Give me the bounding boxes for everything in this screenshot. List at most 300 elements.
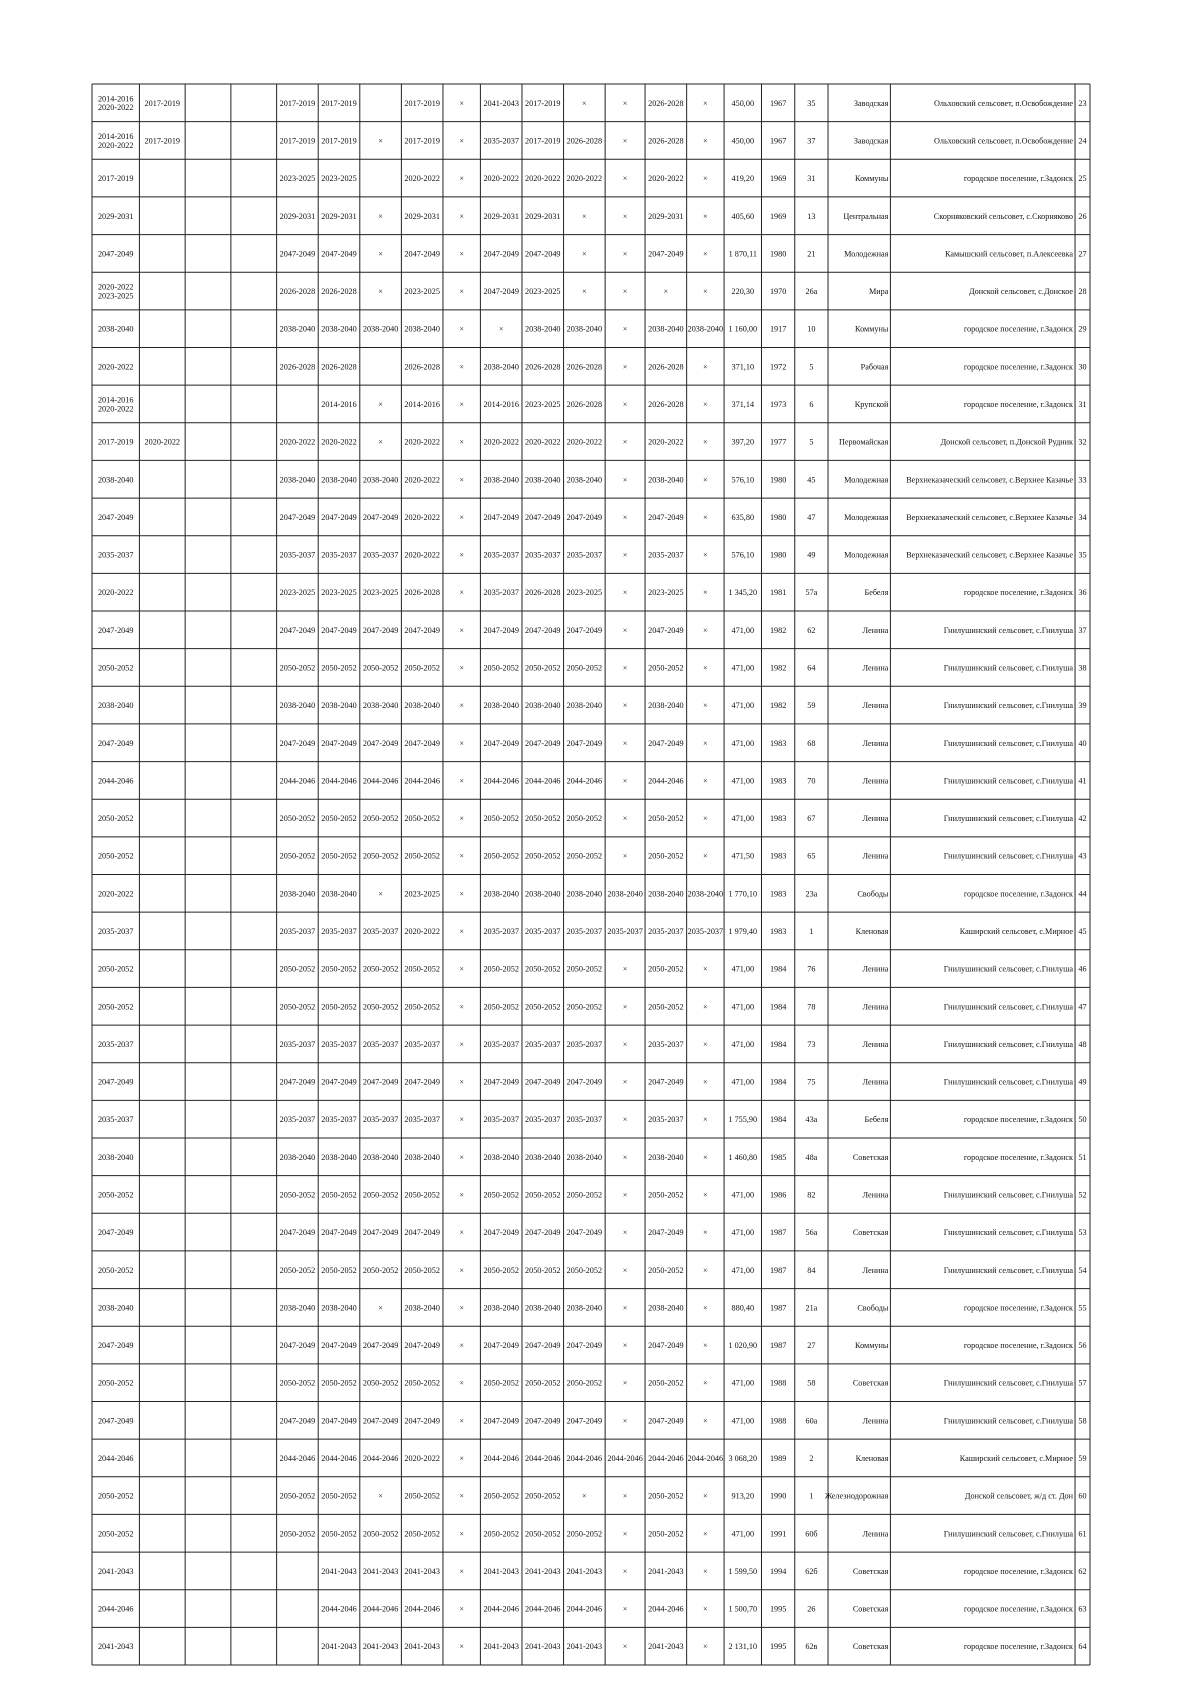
cell-c8: 2047-2049 (404, 1341, 440, 1351)
cell-c3: × (622, 1077, 628, 1087)
cell-settlement: Гнилушинский сельсовет, с.Гнилуша (943, 964, 1074, 974)
cell-street: Кленовая (855, 1453, 889, 1463)
cell-area: 1 599,50 (728, 1566, 758, 1576)
cell-c15: 2047-2049 (97, 1416, 134, 1426)
cell-c10: 2035-2037 (321, 1115, 357, 1125)
cell-c3: × (622, 475, 628, 485)
cell-c9: 2050-2052 (362, 964, 399, 974)
cell-area: 450,00 (731, 136, 755, 146)
cell-c8: 2050-2052 (404, 1529, 440, 1539)
cell-house: 43а (805, 1115, 818, 1125)
cell-c9: 2038-2040 (362, 701, 399, 711)
cell-c5: 2047-2049 (525, 1341, 561, 1351)
cell-year: 1983 (769, 851, 787, 861)
cell-street: Советская (852, 1378, 889, 1388)
cell-settlement: Гнилушинский сельсовет, с.Гнилуша (943, 701, 1074, 711)
cell-street: Молодежная (844, 475, 889, 485)
cell-c3: × (622, 1190, 628, 1200)
cell-c6: 2041-2043 (483, 1642, 519, 1652)
cell-c7: × (459, 174, 464, 184)
cell-c7: × (459, 287, 464, 297)
cell-c11: 2017-2019 (279, 136, 316, 146)
cell-c5: 2023-2025 (525, 399, 561, 409)
cell-street: Советская (852, 1642, 889, 1652)
cell-house: 49 (807, 550, 816, 560)
cell-street: Центральная (843, 211, 889, 221)
cell-c8: 2038-2040 (404, 324, 440, 334)
cell-area: 471,00 (731, 1529, 755, 1539)
cell-c2: 2038-2040 (648, 889, 684, 899)
cell-c5: 2047-2049 (525, 738, 561, 748)
cell-street: Ленина (862, 1002, 889, 1012)
cell-c15: 2050-2052 (97, 964, 134, 974)
cell-c8: 2026-2028 (404, 362, 440, 372)
cell-c3: × (622, 1491, 628, 1501)
cell-c8: 2041-2043 (404, 1566, 440, 1576)
cell-c15: 2017-2019 (97, 437, 134, 447)
table-grid (92, 84, 1090, 1665)
cell-c10: 2050-2052 (321, 1002, 357, 1012)
cell-street: Ленина (862, 625, 889, 635)
cell-street: Коммуны (855, 324, 889, 334)
cell-c3: × (622, 98, 628, 108)
cell-c11: 2050-2052 (279, 1529, 316, 1539)
cell-c5: 2050-2052 (525, 1529, 561, 1539)
cell-c8: 2038-2040 (404, 701, 440, 711)
cell-settlement: Гнилушинский сельсовет, с.Гнилуша (943, 1416, 1074, 1426)
cell-c4: 2050-2052 (566, 1378, 603, 1388)
cell-c11: 2047-2049 (279, 249, 316, 259)
cell-c5: 2035-2037 (525, 926, 561, 936)
cell-c7: × (459, 136, 464, 146)
cell-street: Заводская (853, 136, 889, 146)
cell-c7: × (459, 1002, 464, 1012)
cell-c3: × (622, 211, 628, 221)
cell-c11: 2038-2040 (279, 1303, 316, 1313)
cell-c9: 2023-2025 (362, 588, 399, 598)
cell-c15: 2050-2052 (97, 814, 134, 824)
cell-c9: 2050-2052 (362, 1529, 399, 1539)
cell-c11: 2047-2049 (279, 512, 316, 522)
cell-c7: × (459, 964, 464, 974)
cell-c10: 2050-2052 (321, 1529, 357, 1539)
cell-c3: × (622, 249, 628, 259)
cell-c11: 2047-2049 (279, 738, 316, 748)
cell-c1: × (703, 964, 708, 974)
cell-house: 65 (807, 851, 816, 861)
cell-settlement: Гнилушинский сельсовет, с.Гнилуша (943, 814, 1074, 824)
cell-c7: × (459, 1039, 464, 1049)
cell-c8: 2050-2052 (404, 851, 440, 861)
cell-c9: × (378, 1491, 383, 1501)
cell-c8: 2020-2022 (404, 174, 440, 184)
cell-c7: × (459, 1416, 464, 1426)
cell-c5: 2026-2028 (525, 362, 561, 372)
cell-area: 471,00 (731, 814, 755, 824)
cell-house: 45 (807, 475, 816, 485)
cell-area: 880,40 (731, 1303, 755, 1313)
cell-house: 13 (807, 211, 816, 221)
cell-c5: 2047-2049 (525, 512, 561, 522)
cell-num: 46 (1078, 964, 1087, 974)
cell-c6: 2050-2052 (483, 814, 519, 824)
cell-area: 471,00 (731, 964, 755, 974)
cell-c9: × (378, 211, 383, 221)
cell-c9: 2047-2049 (362, 1077, 399, 1087)
cell-street: Ленина (862, 1265, 889, 1275)
cell-num: 44 (1078, 889, 1087, 899)
cell-street: Железнодорожная (824, 1491, 889, 1501)
cell-c9: 2035-2037 (362, 1039, 399, 1049)
cell-c15: 2035-2037 (97, 926, 134, 936)
cell-num: 61 (1078, 1529, 1087, 1539)
cell-c10: 2026-2028 (321, 362, 357, 372)
cell-house: 1 (809, 926, 814, 936)
cell-c8: 2026-2028 (404, 588, 440, 598)
cell-c8: 2035-2037 (404, 1039, 440, 1049)
cell-c3: × (622, 701, 628, 711)
cell-num: 31 (1078, 399, 1087, 409)
cell-c6: 2047-2049 (483, 1416, 519, 1426)
cell-num: 47 (1078, 1002, 1087, 1012)
cell-year: 1984 (769, 1077, 787, 1087)
cell-c3: × (622, 1416, 628, 1426)
cell-c10: 2047-2049 (321, 625, 357, 635)
cell-house: 82 (807, 1190, 816, 1200)
cell-c7: × (459, 475, 464, 485)
cell-area: 576,10 (731, 475, 755, 485)
cell-street: Коммуны (855, 1341, 889, 1351)
cell-c2: 2050-2052 (648, 1378, 684, 1388)
cell-settlement: Верхнеказаческий сельсовет, с.Верхнее Казачье (906, 550, 1074, 560)
cell-c8: 2047-2049 (404, 1228, 440, 1238)
cell-house: 21а (805, 1303, 818, 1313)
cell-c4: 2035-2037 (566, 1115, 603, 1125)
cell-c6: 2029-2031 (483, 211, 519, 221)
cell-c9: 2044-2046 (362, 776, 399, 786)
cell-c1: × (703, 776, 708, 786)
cell-c1: × (703, 738, 708, 748)
cell-c6: 2050-2052 (483, 1265, 519, 1275)
cell-area: 471,50 (731, 851, 755, 861)
cell-house: 68 (807, 738, 816, 748)
cell-street: Молодежная (844, 512, 889, 522)
cell-c10: 2044-2046 (321, 1604, 357, 1614)
cell-c6: 2047-2049 (483, 249, 519, 259)
cell-c8: 2023-2025 (404, 889, 440, 899)
cell-c4: 2023-2025 (566, 588, 603, 598)
cell-c5: 2050-2052 (525, 1190, 561, 1200)
cell-c2: 2035-2037 (648, 1115, 684, 1125)
cell-c2: 2050-2052 (648, 1002, 684, 1012)
cell-num: 34 (1078, 512, 1087, 522)
cell-c10: 2038-2040 (321, 1303, 357, 1313)
cell-c5: 2038-2040 (525, 889, 561, 899)
cell-c5: 2035-2037 (525, 550, 561, 560)
cell-num: 57 (1078, 1378, 1087, 1388)
cell-c6: 2044-2046 (483, 776, 519, 786)
cell-c7: × (459, 1529, 464, 1539)
cell-c4: 2041-2043 (566, 1566, 603, 1576)
cell-settlement: городское поселение, г.Задонск (963, 1152, 1074, 1162)
cell-c7: × (459, 1190, 464, 1200)
cell-c2: 2038-2040 (648, 701, 684, 711)
cell-settlement: городское поселение, г.Задонск (963, 324, 1074, 334)
cell-settlement: Гнилушинский сельсовет, с.Гнилуша (943, 1002, 1074, 1012)
cell-settlement: Донской сельсовет, п.Донской Рудник (940, 437, 1074, 447)
cell-num: 42 (1078, 814, 1087, 824)
cell-year: 1967 (769, 98, 787, 108)
cell-c11: 2035-2037 (279, 1039, 316, 1049)
cell-c8: 2038-2040 (404, 1303, 440, 1313)
cell-street: Советская (852, 1228, 889, 1238)
cell-c4: 2038-2040 (566, 475, 603, 485)
cell-c7: × (459, 738, 464, 748)
cell-year: 1995 (769, 1642, 787, 1652)
cell-c9: 2050-2052 (362, 1265, 399, 1275)
cell-c4: 2047-2049 (566, 625, 603, 635)
cell-year: 1972 (769, 362, 787, 372)
cell-c2: 2047-2049 (648, 625, 684, 635)
cell-house: 73 (807, 1039, 816, 1049)
cell-c11: 2050-2052 (279, 1378, 316, 1388)
cell-c15: 2050-2052 (97, 1265, 134, 1275)
cell-settlement: городское поселение, г.Задонск (963, 588, 1074, 598)
cell-settlement: городское поселение, г.Задонск (963, 174, 1074, 184)
cell-c2: 2050-2052 (648, 814, 684, 824)
cell-c5: 2035-2037 (525, 1115, 561, 1125)
cell-house: 2 (809, 1453, 814, 1463)
cell-year: 1983 (769, 776, 787, 786)
cell-street: Ленина (862, 1077, 889, 1087)
cell-c5: 2050-2052 (525, 964, 561, 974)
cell-num: 27 (1078, 249, 1087, 259)
cell-c15: 2038-2040 (97, 701, 134, 711)
cell-c6: 2050-2052 (483, 1491, 519, 1501)
cell-c7: × (459, 701, 464, 711)
cell-house: 58 (807, 1378, 816, 1388)
cell-c5: 2050-2052 (525, 814, 561, 824)
cell-num: 49 (1078, 1077, 1087, 1087)
cell-area: 635,80 (731, 512, 755, 522)
cell-c10: 2026-2028 (321, 287, 357, 297)
cell-c3: × (622, 512, 628, 522)
cell-settlement: городское поселение, г.Задонск (963, 1566, 1074, 1576)
cell-c5: 2029-2031 (525, 211, 561, 221)
cell-c1: × (703, 814, 708, 824)
cell-c1: × (703, 1341, 708, 1351)
cell-c9: 2044-2046 (362, 1453, 399, 1463)
cell-c15: 2050-2052 (97, 1378, 134, 1388)
cell-num: 45 (1078, 926, 1087, 936)
cell-area: 371,10 (731, 362, 755, 372)
cell-c15: 2050-2052 (97, 1491, 134, 1501)
cell-c9: 2050-2052 (362, 1002, 399, 1012)
cell-settlement: городское поселение, г.Задонск (963, 1604, 1074, 1614)
cell-c8: 2050-2052 (404, 1002, 440, 1012)
cell-street: Ленина (862, 738, 889, 748)
cell-c7: × (459, 851, 464, 861)
cell-c9: 2047-2049 (362, 1341, 399, 1351)
cell-c4: 2050-2052 (566, 1190, 603, 1200)
cell-num: 24 (1078, 136, 1087, 146)
cell-area: 471,00 (731, 1265, 755, 1275)
cell-c5: 2050-2052 (525, 851, 561, 861)
cell-c1: 2044-2046 (687, 1453, 724, 1463)
cell-house: 70 (807, 776, 816, 786)
cell-settlement: городское поселение, г.Задонск (963, 1115, 1074, 1125)
cell-c15: 2044-2046 (97, 776, 134, 786)
cell-year: 1988 (769, 1416, 787, 1426)
cell-settlement: городское поселение, г.Задонск (963, 1341, 1074, 1351)
cell-c8: 2047-2049 (404, 738, 440, 748)
cell-area: 1 020,90 (728, 1341, 758, 1351)
cell-settlement: Донской сельсовет, ж/д ст. Дон (964, 1491, 1074, 1501)
cell-area: 1 500,70 (728, 1604, 758, 1614)
cell-c8: 2050-2052 (404, 663, 440, 673)
cell-c7: × (459, 512, 464, 522)
cell-area: 471,00 (731, 1378, 755, 1388)
cell-c15: 2044-2046 (97, 1604, 134, 1614)
cell-c2: 2026-2028 (648, 98, 684, 108)
cell-settlement: Скорняковский сельсовет, с.Скорняково (933, 211, 1074, 221)
cell-year: 1985 (769, 1152, 787, 1162)
cell-c11: 2020-2022 (279, 437, 316, 447)
cell-c7: × (459, 1265, 464, 1275)
cell-num: 54 (1078, 1265, 1087, 1275)
cell-c8: 2047-2049 (404, 249, 440, 259)
cell-c3: × (622, 1604, 628, 1614)
cell-c6: 2050-2052 (483, 1378, 519, 1388)
cell-c9: × (378, 249, 383, 259)
cell-c10: 2050-2052 (321, 964, 357, 974)
cell-settlement: Гнилушинский сельсовет, с.Гнилуша (943, 625, 1074, 635)
cell-c9: 2035-2037 (362, 1115, 399, 1125)
cell-c11: 2035-2037 (279, 926, 316, 936)
cell-c8: 2047-2049 (404, 625, 440, 635)
cell-c6: 2050-2052 (483, 851, 519, 861)
cell-c11: 2035-2037 (279, 550, 316, 560)
cell-street: Первомайская (838, 437, 889, 447)
cell-c2: × (663, 287, 669, 297)
cell-c2: 2050-2052 (648, 1529, 684, 1539)
cell-settlement: Ольховский сельсовет, п.Освобождение (933, 98, 1074, 108)
cell-c1: × (703, 701, 708, 711)
cell-c11: 2035-2037 (279, 1115, 316, 1125)
cell-c2: 2026-2028 (648, 399, 684, 409)
cell-street: Ленина (862, 1190, 889, 1200)
cell-c2: 2047-2049 (648, 1416, 684, 1426)
cell-c15: 2014-2016 2020-2022 (97, 395, 134, 414)
cell-year: 1980 (769, 550, 787, 560)
cell-c15: 2020-2022 (97, 588, 134, 598)
cell-c11: 2047-2049 (279, 1228, 316, 1238)
cell-area: 471,00 (731, 776, 755, 786)
cell-settlement: городское поселение, г.Задонск (963, 889, 1074, 899)
cell-street: Рабочая (860, 362, 889, 372)
cell-c11: 2038-2040 (279, 1152, 316, 1162)
cell-year: 1987 (769, 1341, 787, 1351)
cell-c10: 2035-2037 (321, 550, 357, 560)
cell-c7: × (459, 814, 464, 824)
cell-c15: 2038-2040 (97, 1152, 134, 1162)
cell-num: 28 (1078, 287, 1087, 297)
cell-c3: × (622, 174, 628, 184)
cell-c3: × (622, 1228, 628, 1238)
cell-c4: × (582, 211, 587, 221)
cell-street: Ленина (862, 1416, 889, 1426)
cell-year: 1977 (769, 437, 787, 447)
cell-c1: × (703, 1529, 708, 1539)
cell-settlement: Гнилушинский сельсовет, с.Гнилуша (943, 663, 1074, 673)
cell-year: 1987 (769, 1303, 787, 1313)
cell-c8: 2017-2019 (404, 136, 440, 146)
cell-c8: 2047-2049 (404, 1416, 440, 1426)
cell-street: Кленовая (855, 926, 889, 936)
cell-num: 26 (1078, 211, 1087, 221)
cell-settlement: городское поселение, г.Задонск (963, 362, 1074, 372)
cell-c2: 2020-2022 (648, 174, 684, 184)
cell-c4: 2050-2052 (566, 663, 603, 673)
cell-street: Ленина (862, 776, 889, 786)
cell-street: Советская (852, 1566, 889, 1576)
cell-house: 23а (805, 889, 818, 899)
cell-c10: 2047-2049 (321, 512, 357, 522)
cell-c15: 2038-2040 (97, 324, 134, 334)
cell-c10: 2020-2022 (321, 437, 357, 447)
cell-c8: 2038-2040 (404, 1152, 440, 1162)
cell-c15: 2020-2022 2023-2025 (97, 282, 134, 301)
cell-c1: × (703, 512, 708, 522)
cell-c5: 2035-2037 (525, 1039, 561, 1049)
cell-c6: 2035-2037 (483, 588, 519, 598)
cell-c1: × (703, 399, 708, 409)
cell-c3: × (622, 287, 628, 297)
cell-settlement: Гнилушинский сельсовет, с.Гнилуша (943, 1378, 1074, 1388)
cell-c6: 2050-2052 (483, 1002, 519, 1012)
cell-street: Бебеля (864, 1115, 889, 1125)
cell-c2: 2041-2043 (648, 1566, 684, 1576)
cell-house: 10 (807, 324, 816, 334)
cell-c2: 2035-2037 (648, 550, 684, 560)
cell-c11: 2050-2052 (279, 814, 316, 824)
cell-c9: 2047-2049 (362, 738, 399, 748)
cell-house: 31 (807, 174, 816, 184)
cell-year: 1990 (769, 1491, 787, 1501)
cell-area: 471,00 (731, 1077, 755, 1087)
cell-c5: 2044-2046 (525, 776, 561, 786)
cell-area: 913,20 (731, 1491, 755, 1501)
cell-c2: 2050-2052 (648, 964, 684, 974)
cell-c8: 2020-2022 (404, 437, 440, 447)
cell-year: 1995 (769, 1604, 787, 1614)
cell-c7: × (459, 437, 464, 447)
cell-c2: 2038-2040 (648, 475, 684, 485)
cell-c15: 2041-2043 (97, 1642, 134, 1652)
cell-c4: × (582, 98, 587, 108)
cell-num: 32 (1078, 437, 1087, 447)
cell-c1: × (703, 211, 708, 221)
cell-c11: 2050-2052 (279, 964, 316, 974)
cell-c6: 2038-2040 (483, 475, 519, 485)
cell-c10: 2044-2046 (321, 1453, 357, 1463)
cell-c6: 2035-2037 (483, 1115, 519, 1125)
cell-num: 50 (1078, 1115, 1087, 1125)
cell-c10: 2044-2046 (321, 776, 357, 786)
cell-settlement: Каширский сельсовет, с.Мирное (959, 926, 1074, 936)
cell-house: 78 (807, 1002, 816, 1012)
cell-c9: × (378, 437, 383, 447)
